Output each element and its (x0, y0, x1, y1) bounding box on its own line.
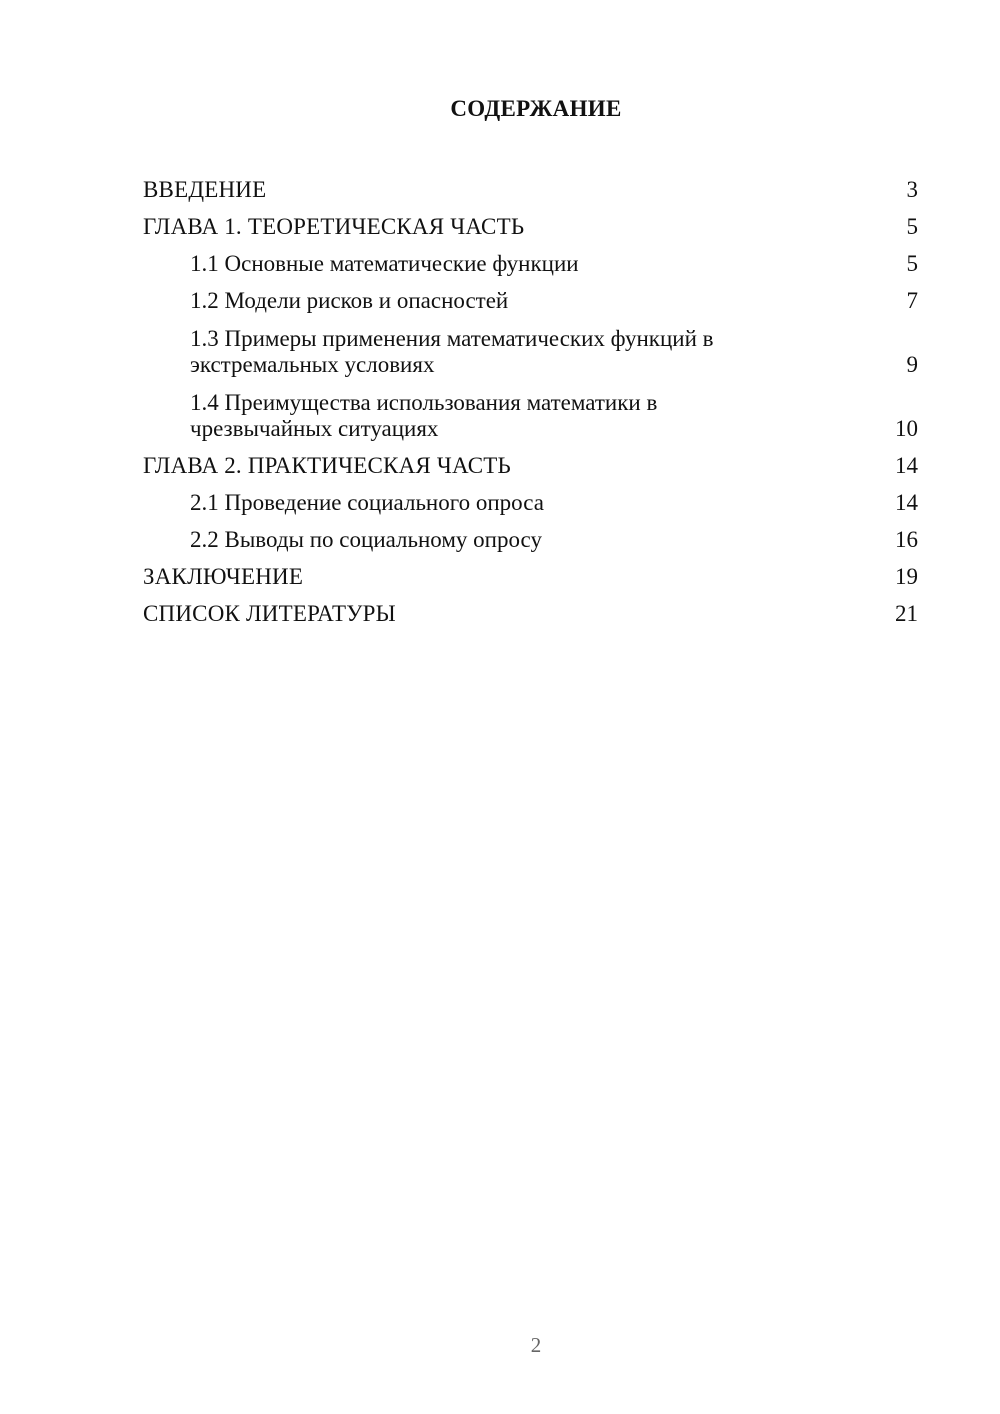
toc-entry-page: 9 (906, 352, 918, 377)
toc-entry-chapter-2[interactable] (143, 444, 918, 481)
toc-entry-section-1-2[interactable] (143, 279, 918, 316)
toc-entry-page: 19 (895, 564, 918, 589)
toc-entry-page: 5 (906, 251, 918, 276)
toc-entry-label: ВВЕДЕНИЕ (143, 177, 267, 202)
toc-entry-label: ГЛАВА 2. ПРАКТИЧЕСКАЯ ЧАСТЬ (143, 453, 511, 478)
toc-entry-label: ГЛАВА 1. ТЕОРЕТИЧЕСКАЯ ЧАСТЬ (143, 214, 525, 239)
toc-entry-page: 5 (906, 214, 918, 239)
toc-entry-label: 1.1 Основные математические функции (190, 251, 579, 276)
toc-title: СОДЕРЖАНИЕ (450, 96, 622, 121)
toc-entry-label: СПИСОК ЛИТЕРАТУРЫ (143, 601, 396, 626)
toc-entry-label: 1.2 Модели рисков и опасностей (190, 288, 509, 313)
page-number: 2 (530, 1333, 542, 1357)
toc-entry-section-1-3[interactable] (143, 316, 918, 380)
toc-entry-page: 16 (895, 527, 918, 552)
toc-entry-section-2-1[interactable] (143, 481, 918, 518)
toc-entry-label: 1.4 Преимущества использования математики в чрезвычайных ситуациях (190, 390, 658, 441)
toc-entry-section-1-4[interactable] (143, 380, 918, 444)
toc-entry-label: ЗАКЛЮЧЕНИЕ (143, 564, 304, 589)
toc-entry-section-2-2[interactable] (143, 518, 918, 555)
toc-entry-page: 14 (895, 453, 918, 478)
toc-entry-section-1-1[interactable] (143, 242, 918, 279)
toc-entry-label: 2.2 Выводы по социальному опросу (190, 527, 542, 552)
table-of-contents (143, 168, 918, 629)
toc-entry-page: 10 (895, 416, 918, 441)
toc-entry-page: 3 (906, 177, 918, 202)
toc-entry-label: 1.3 Примеры применения математических функций в экстремальных условиях (190, 326, 714, 377)
toc-entry-page: 21 (895, 601, 918, 626)
toc-entry-conclusion[interactable] (143, 555, 918, 592)
toc-entry-references[interactable] (143, 592, 918, 629)
toc-entry-label: 2.1 Проведение социального опроса (190, 490, 544, 515)
toc-entry-chapter-1[interactable] (143, 205, 918, 242)
toc-entry-page: 7 (906, 288, 918, 313)
toc-entry-page: 14 (895, 490, 918, 515)
toc-entry-introduction[interactable] (143, 168, 918, 205)
